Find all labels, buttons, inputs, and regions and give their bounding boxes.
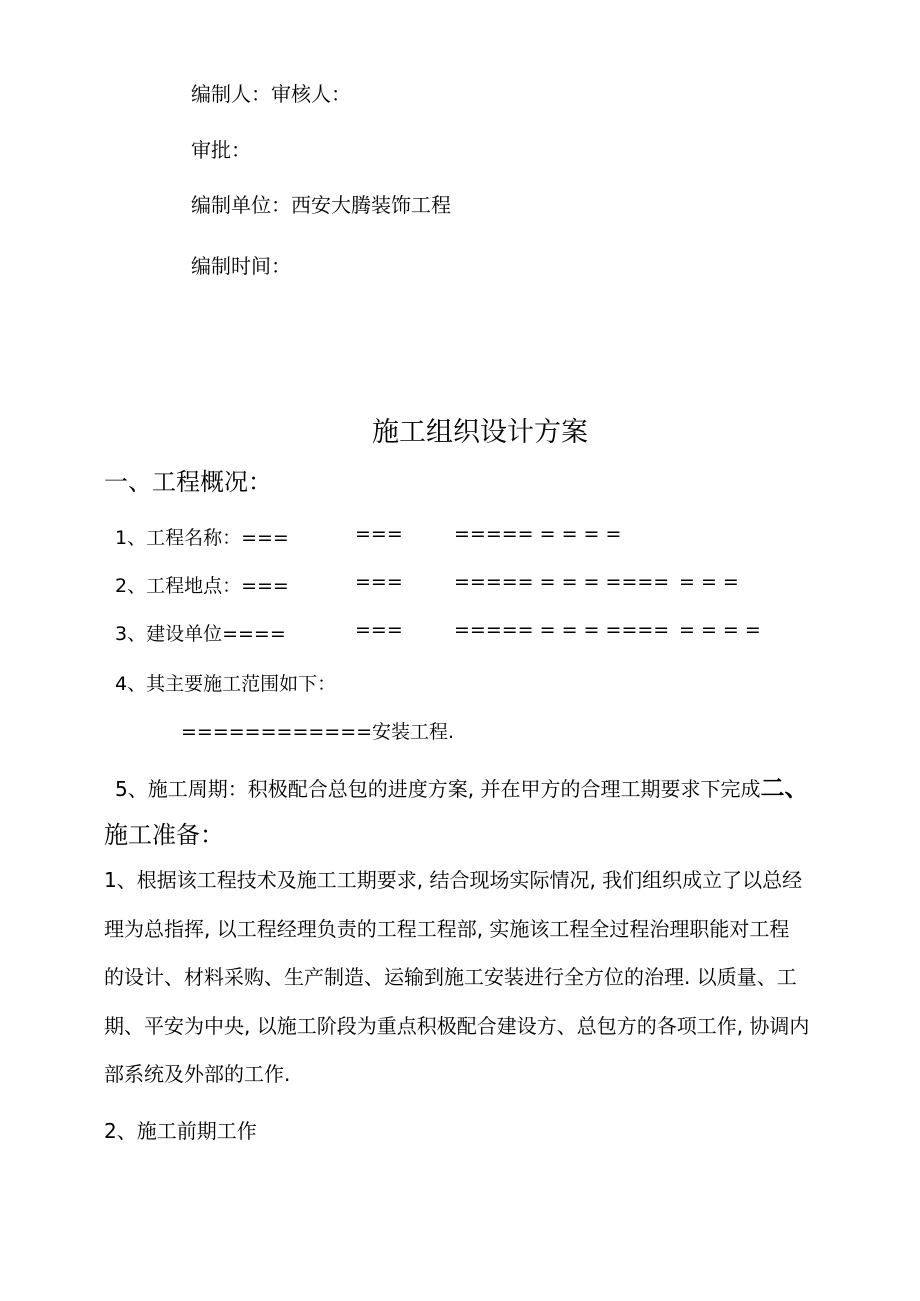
project-location-fill-3: = = = (679, 571, 739, 593)
paragraph-line: 理为总指挥, 以工程经理负责的工程工程部, 实施该工程全过程治理职能对工程 (104, 916, 790, 941)
scope-detail-line: ============安装工程. (181, 721, 455, 743)
paragraph-line: 1、根据该工程技术及施工工期要求, 结合现场实际情况, 我们组织成立了以总经 (104, 868, 803, 892)
section-2-heading: 施工准备： (104, 821, 224, 849)
approval-line: 审批： (191, 138, 251, 162)
main-scope-line: 4、其主要施工范围如下： (115, 673, 337, 695)
paragraph-line: 期、平安为中央, 以施工阶段为重点积极配合建设方、总包方的各项工作, 协调内 (104, 1013, 810, 1038)
project-name-fill-2: ===== = = = = (454, 523, 622, 545)
compiling-time-line: 编制时间： (191, 254, 291, 278)
paragraph-line: 的设计、材料采购、生产制造、运输到施工安装进行全方位的治理. 以质量、工 (104, 965, 797, 989)
project-name-label: 1、工程名称：=== (115, 527, 289, 549)
period-text: 5、施工周期：积极配合总包的进度方案, 并在甲方的合理工期要求下完成 (115, 777, 761, 801)
construction-unit-fill-3: = = = = (679, 619, 761, 641)
period-line (115, 768, 808, 803)
paragraph-line: 部系统及外部的工作. (104, 1062, 291, 1086)
construction-unit-fill-1: === (355, 619, 403, 641)
project-location-label: 2、工程地点：=== (115, 575, 289, 597)
project-location-fill-1: === (355, 571, 403, 593)
compiling-unit-line: 编制单位：西安大腾装饰工程 (191, 193, 451, 217)
section-2-heading-start: 二、 (760, 774, 809, 802)
construction-unit-label: 3、建设单位==== (115, 623, 286, 645)
preparation-paragraph (104, 856, 864, 1099)
construction-unit-fill-2: ===== = = = ==== (454, 619, 670, 641)
editor-reviewer-line: 编制人：审核人： (191, 82, 351, 106)
section-1-heading: 一、工程概况： (104, 468, 272, 496)
project-name-fill-1: === (355, 523, 403, 545)
document-title: 施工组织设计方案 (372, 417, 588, 448)
project-location-fill-2: ===== = = = ==== (454, 571, 670, 593)
pre-construction-subheading: 2、施工前期工作 (104, 1119, 257, 1143)
